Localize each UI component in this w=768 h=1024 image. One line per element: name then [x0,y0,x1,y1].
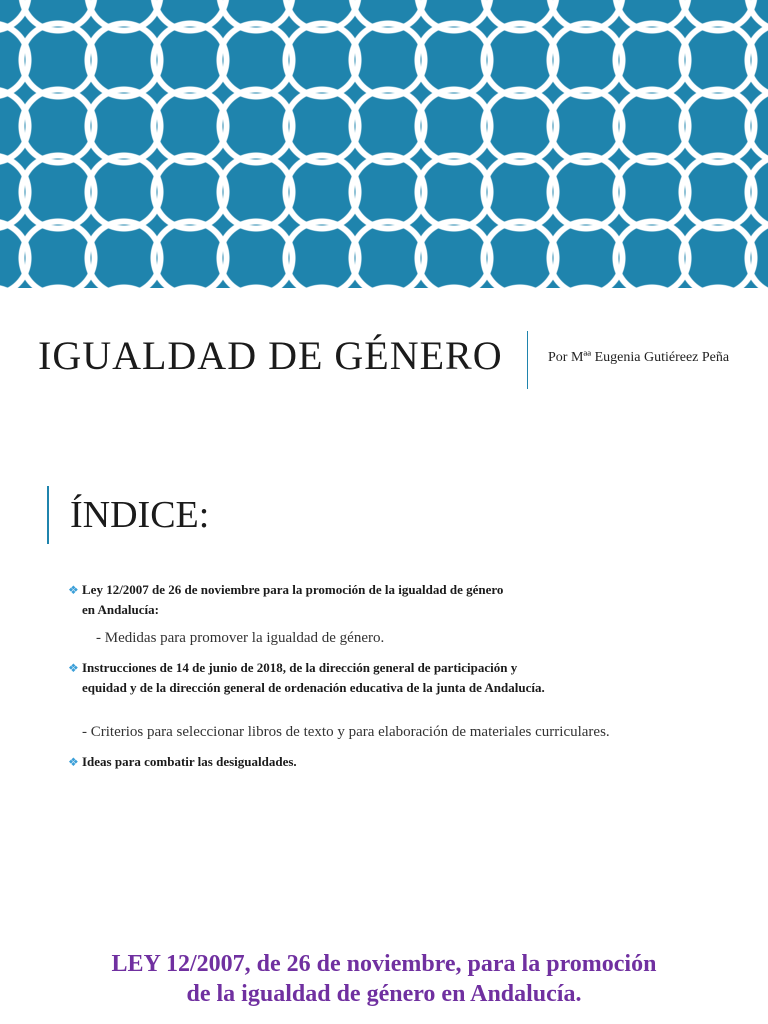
index-content [68,580,668,772]
law-heading-line: LEY 12/2007, de 26 de noviembre, para la promoción [111,951,657,977]
index-item-text: Instrucciones de 14 de junio de 2018, de la dirección general de participación y [82,660,518,675]
index-title: ÍNDICE: [70,494,210,536]
index-item-instrucciones [68,658,668,697]
law-heading [0,949,768,1009]
diamond-bullet-icon: ❖ [68,661,79,675]
diamond-bullet-icon: ❖ [68,583,79,597]
author-credit: Por Mªª Eugenia Gutiéreez Peña [548,350,730,365]
index-item-text: Ideas para combatir las desigualdades. [82,754,297,769]
law-heading-line: de la igualdad de género en Andalucía. [186,981,582,1007]
index-item-ley [68,580,668,619]
index-subitem: - Criterios para seleccionar libros de texto y para elaboración de materiales curriculares. [82,724,610,740]
index-item-text: en Andalucía: [82,602,159,617]
title-slide [0,0,768,432]
index-item-ideas [68,752,668,772]
index-slide [0,432,768,864]
index-item-text: Ley 12/2007 de 26 de noviembre para la promoción de la igualdad de género [82,582,504,597]
diamond-bullet-icon: ❖ [68,755,79,769]
index-subitem: - Medidas para promover la igualdad de género. [96,630,385,646]
index-item-text: equidad y de la dirección general de ordenación educativa de la junta de Andalucía. [82,680,545,695]
title-accent-bar [47,486,49,544]
title-divider [527,331,528,389]
law-slide [0,864,768,1024]
decorative-pattern [0,0,768,288]
presentation-title: IGUALDAD DE GÉNERO [38,333,503,378]
